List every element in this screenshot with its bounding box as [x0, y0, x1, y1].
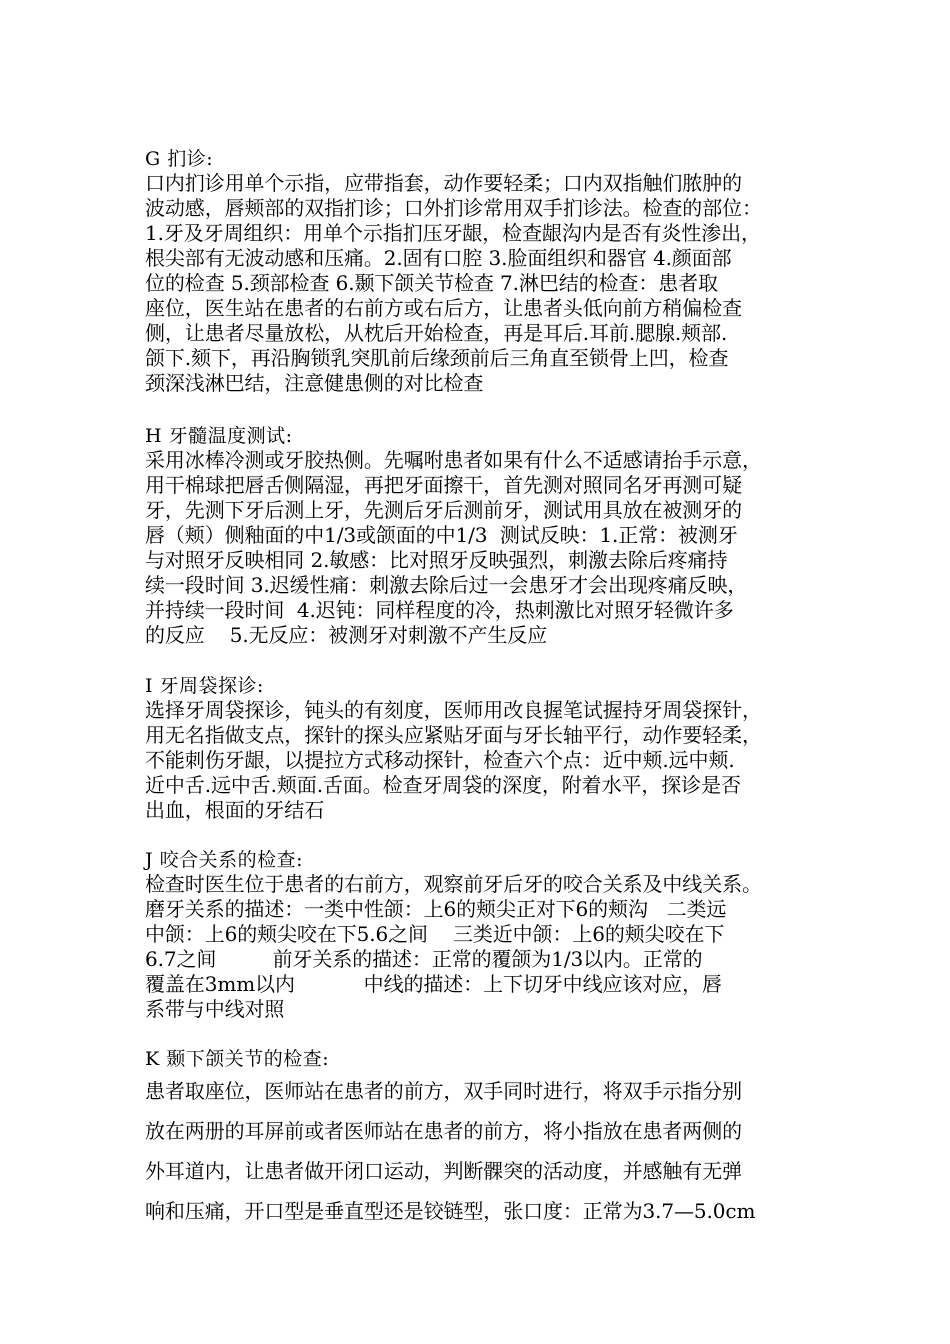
body-line: 磨牙关系的描述：一类中性颌：上6的颊尖正对下6的颊沟 二类远: [145, 897, 727, 921]
section-k-tmj-check: [145, 1047, 825, 1231]
body-line: 放在两册的耳屏前或者医师站在患者的前方，将小指放在患者两侧的: [145, 1119, 742, 1143]
section-body: [145, 171, 825, 396]
body-line: 1.牙及牙周组织：用单个示指扪压牙龈，检查龈沟内是否有炎性渗出，: [145, 221, 761, 245]
body-line: 选择牙周袋探诊，钝头的有刻度，医师用改良握笔试握持牙周袋探针，: [145, 698, 762, 722]
body-line: 的反应 5.无反应：被测牙对刺激不产生反应: [145, 623, 548, 647]
body-line: 根尖部有无波动感和压痛。2.固有口腔 3.脸面组织和器官 4.颜面部: [145, 246, 732, 270]
section-heading: I 牙周袋探诊:: [145, 675, 264, 697]
body-line: 用无名指做支点，探针的探头应紧贴牙面与牙长轴平行，动作要轻柔，: [145, 723, 762, 747]
body-line: 系带与中线对照: [145, 997, 285, 1021]
section-heading: G 扪诊:: [145, 148, 214, 170]
body-line: 响和压痛，开口型是垂直型还是铰链型，张口度：正常为3.7—5.0cm: [145, 1199, 756, 1223]
section-body: [145, 1071, 825, 1231]
body-line: 不能刺伤牙龈，以提拉方式移动探针，检查六个点：近中颊.远中颊.: [145, 748, 735, 772]
body-line: 颌下.颏下，再沿胸锁乳突肌前后缘颈前后三角直至锁骨上凹，检查: [145, 346, 729, 370]
body-line: 采用冰棒冷测或牙胶热侧。先嘱咐患者如果有什么不适感请抬手示意，: [145, 448, 762, 472]
section-body: [145, 872, 825, 1022]
section-j-occlusion-check: [145, 848, 825, 1022]
section-i-periodontal-probing: [145, 674, 825, 823]
body-line: 患者取座位，医师站在患者的前方，双手同时进行，将双手示指分别: [145, 1079, 742, 1103]
section-heading: K 颞下颌关节的检查:: [145, 1048, 330, 1070]
body-line: 覆盖在3mm以内 中线的描述：上下切牙中线应该对应，唇: [145, 972, 722, 996]
body-line: 唇（颊）侧釉面的中1/3或颌面的中1/3 测试反映：1.正常：被测牙: [145, 523, 738, 547]
body-line: 出血，根面的牙结石: [145, 798, 325, 822]
body-line: 口内扪诊用单个示指，应带指套，动作要轻柔；口内双指触们脓肿的: [145, 171, 742, 195]
body-line: 侧，让患者尽量放松，从枕后开始检查，再是耳后.耳前.腮腺.颊部.: [145, 321, 728, 345]
body-line: 并持续一段时间 4.迟钝：同样程度的冷，热刺激比对照牙轻微许多: [145, 598, 734, 622]
body-line: 近中舌.远中舌.颊面.舌面。检查牙周袋的深度，附着水平，探诊是否: [145, 773, 741, 797]
body-line: 检查时医生位于患者的右前方，观察前牙后牙的咬合关系及中线关系。: [145, 872, 762, 896]
section-g-palpation: [145, 147, 825, 396]
body-line: 与对照牙反映相同 2.敏感：比对照牙反映强烈，刺激去除后疼痛持: [145, 548, 728, 572]
body-line: 座位，医生站在患者的右前方或右后方，让患者头低向前方稍偏检查: [145, 296, 742, 320]
section-h-pulp-temperature-test: [145, 424, 825, 648]
body-line: 用干棉球把唇舌侧隔湿，再把牙面擦干，首先测对照同名牙再测可疑: [145, 473, 742, 497]
section-body: [145, 698, 825, 823]
section-heading: J 咬合关系的检查:: [145, 849, 304, 871]
section-body: [145, 448, 825, 648]
body-line: 中颌：上6的颊尖咬在下5.6之间 三类近中颌：上6的颊尖咬在下: [145, 922, 725, 946]
body-line: 6.7之间 前牙关系的描述：正常的覆颌为1/3以内。正常的: [145, 947, 703, 971]
body-line: 续一段时间 3.迟缓性痛：刺激去除后过一会患牙才会出现疼痛反映，: [145, 573, 748, 597]
body-line: 颈深浅淋巴结，注意健患侧的对比检查: [145, 371, 484, 395]
body-line: 牙，先测下牙后测上牙，先测后牙后测前牙，测试用具放在被测牙的: [145, 498, 742, 522]
body-line: 外耳道内，让患者做开闭口运动，判断髁突的活动度，并感触有无弹: [145, 1159, 742, 1183]
body-line: 波动感，唇颊部的双指扪诊；口外扪诊常用双手扪诊法。检查的部位：: [145, 196, 762, 220]
body-line: 位的检查 5.颈部检查 6.颞下颌关节检查 7.淋巴结的检查：患者取: [145, 271, 718, 295]
section-heading: H 牙髓温度测试:: [145, 425, 293, 447]
